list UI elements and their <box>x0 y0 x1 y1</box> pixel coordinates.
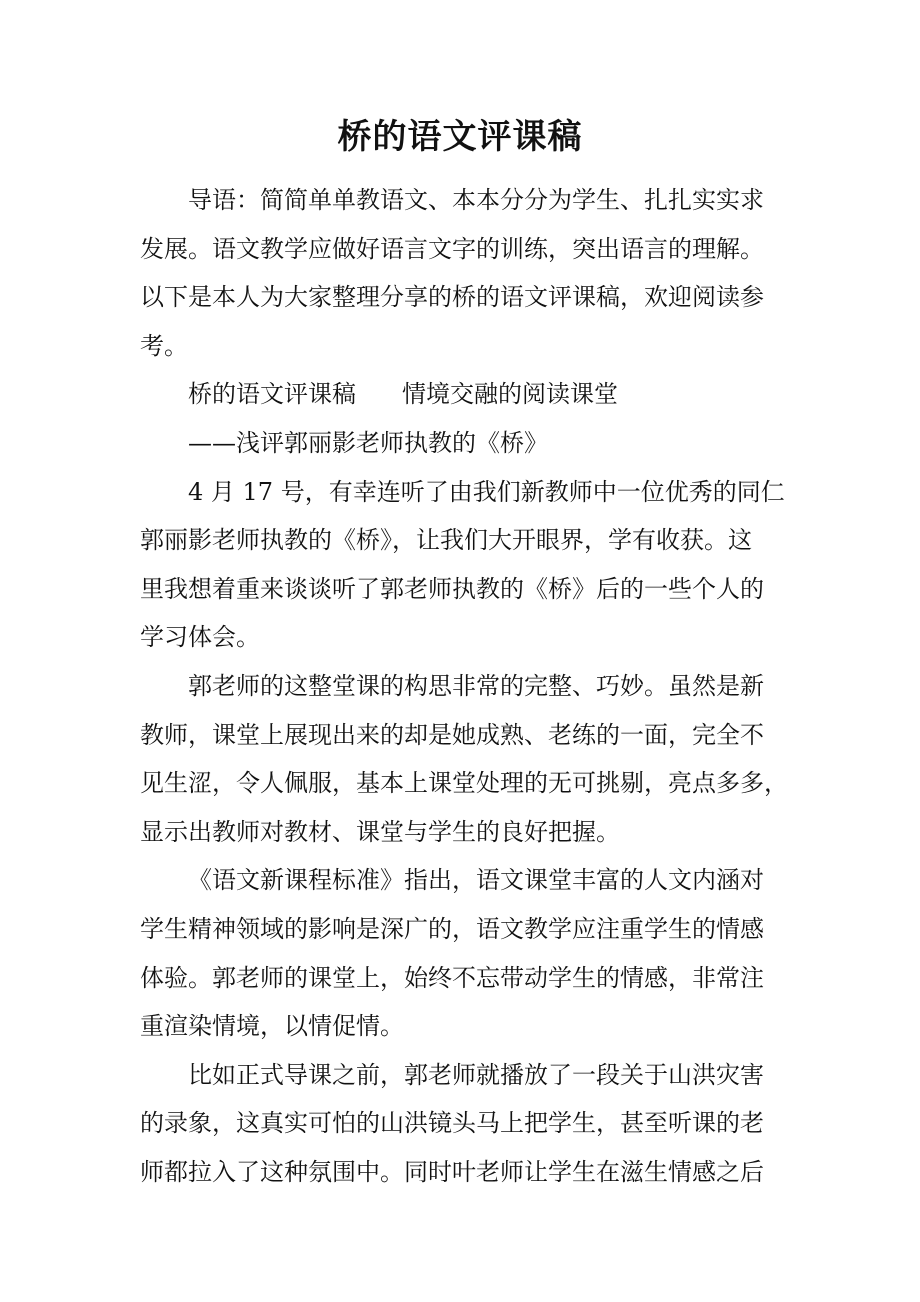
section-heading-right: 情境交融的阅读课堂 <box>402 380 618 409</box>
document-title: 桥的语文评课稿 <box>337 117 583 157</box>
intro-line: 发展。语文教学应做好语言文字的训练，突出语言的理解。 <box>140 234 764 263</box>
intro-line: 导语：简简单单教语文、本本分分为学生、扎扎实实求 <box>188 186 764 214</box>
paragraph-line: 师都拉入了这种氛围中。同时叶老师让学生在滋生情感之后 <box>140 1157 764 1186</box>
intro-line: 以下是本人为大家整理分享的桥的语文评课稿，欢迎阅读参 <box>140 283 764 312</box>
body-paragraph <box>140 662 800 856</box>
paragraph-line: 的录象，这真实可怕的山洪镜头马上把学生，甚至听课的老 <box>140 1109 764 1138</box>
paragraph-line: 显示出教师对教材、课堂与学生的良好把握。 <box>140 817 620 846</box>
section-subtitle: ——浅评郭丽影老师执教的《桥》 <box>188 428 548 457</box>
paragraph-line: 体验。郭老师的课堂上，始终不忘带动学生的情感，非常注 <box>140 963 764 992</box>
paragraph-line: 郭丽影老师执教的《桥》，让我们大开眼界，学有收获。这 <box>140 526 752 555</box>
section-heading-left: 桥的语文评课稿 <box>188 380 356 409</box>
section-heading <box>140 370 800 419</box>
paragraph-line: 重渲染情境，以情促情。 <box>140 1012 404 1041</box>
intro-line: 考。 <box>140 331 188 360</box>
body-paragraph <box>140 856 800 1050</box>
paragraph-line: 教师，课堂上展现出来的却是她成熟、老练的一面，完全不 <box>140 720 764 749</box>
paragraph-line: 见生涩，令人佩服，基本上课堂处理的无可挑剔，亮点多多， <box>140 769 788 798</box>
paragraph-line: 比如正式导课之前，郭老师就播放了一段关于山洪灾害 <box>188 1060 764 1089</box>
document-body <box>140 176 800 1196</box>
body-paragraph <box>140 468 800 662</box>
paragraph-line: 《语文新课程标准》指出，语文课堂丰富的人文内涵对 <box>188 866 764 895</box>
paragraph-line: 学生精神领域的影响是深广的，语文教学应注重学生的情感 <box>140 914 764 943</box>
body-paragraph <box>140 1051 800 1197</box>
paragraph-line: 学习体会。 <box>140 623 260 652</box>
intro-paragraph <box>140 176 800 370</box>
paragraph-line: 郭老师的这整堂课的构思非常的完整、巧妙。虽然是新 <box>188 671 764 700</box>
paragraph-line: 4 月 17 号，有幸连听了由我们新教师中一位优秀的同仁 <box>188 477 785 506</box>
paragraph-line: 里我想着重来谈谈听了郭老师执教的《桥》后的一些个人的 <box>140 574 764 603</box>
